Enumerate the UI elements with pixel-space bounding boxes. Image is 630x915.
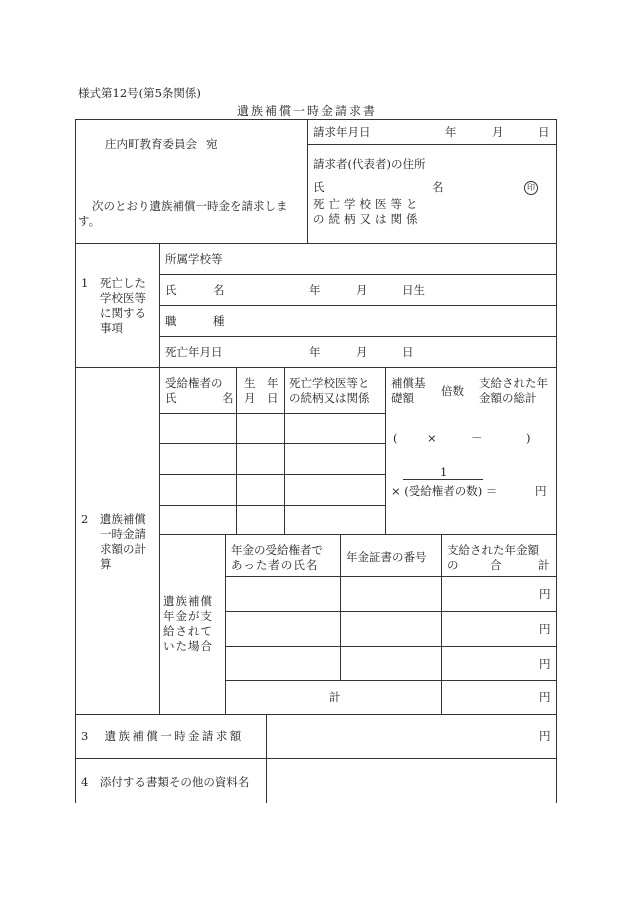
formula-minus: － <box>471 431 483 445</box>
formula-yen: 円 <box>535 484 547 498</box>
occupation-label-2: 種 <box>213 314 225 328</box>
formula-open: ( <box>393 431 398 445</box>
s1-label-line-3: に関する <box>100 306 146 320</box>
section3-label: 3 遺族補償一時金請求額 <box>81 729 244 743</box>
claim-year: 年 <box>445 125 457 139</box>
s2-upper-bottom <box>159 534 556 535</box>
pension-col-amount-2a: の <box>447 558 459 572</box>
col-beneficiary-2a: 氏 <box>165 391 177 405</box>
occupation-label-1: 職 <box>165 314 177 328</box>
relation-line-1: 死亡学校医等と <box>313 197 422 211</box>
date-row-line <box>307 144 556 145</box>
section-label-divider <box>159 243 160 714</box>
death-day-label: 日 <box>402 345 414 359</box>
pension-total-label: 計 <box>329 690 341 704</box>
pension-case-line-1: 遺族補償 <box>163 594 213 608</box>
col-total-2: 金額の総計 <box>479 391 537 405</box>
form-number: 様式第12号(第5条関係) <box>78 86 201 100</box>
border-right <box>556 119 557 803</box>
col-total-1: 支給された年 <box>479 376 548 390</box>
s1-label-line-1: 1 死亡した <box>81 276 146 290</box>
section4-label: 4 添付する書類その他の資料名 <box>81 775 250 789</box>
death-date-label: 死亡年月日 <box>165 345 223 359</box>
pension-col-line-1 <box>225 534 226 714</box>
pension-row-line-3 <box>225 646 556 647</box>
request-line-1: 次のとおり遺族補償一時金を請求しま <box>92 199 288 213</box>
deceased-name-label-2: 名 <box>213 283 225 297</box>
s1-row-line-2 <box>159 305 556 306</box>
birth-year-label: 年 <box>309 283 321 297</box>
pension-col-name-1: 年金の受給権者で <box>231 543 323 557</box>
pension-col-amount-2b: 合 <box>490 558 502 572</box>
pension-col-name-2: あった者の氏名 <box>231 558 319 572</box>
pension-case-line-4: いた場合 <box>163 639 213 653</box>
pension-row-2-yen: 円 <box>539 622 551 636</box>
relation-line-2: の続柄又は関係 <box>313 212 422 226</box>
claim-month: 月 <box>492 125 504 139</box>
school-label: 所属学校等 <box>165 252 223 266</box>
s2-row-line-2 <box>159 443 385 444</box>
birth-day-label: 日生 <box>402 283 425 297</box>
formula-close: ) <box>526 431 531 445</box>
s2-col-line-3 <box>385 367 386 534</box>
request-line-2: す。 <box>78 214 101 228</box>
pension-row-1-yen: 円 <box>539 587 551 601</box>
s2-label-line-1: 2 遺族補償 <box>81 512 146 526</box>
addressee-board: 庄内町教育委員会 <box>105 137 197 151</box>
claimant-address-label: 請求者(代表者)の住所 <box>313 157 426 171</box>
seal-icon: 印 <box>524 181 538 195</box>
addressee-suffix: 宛 <box>206 137 218 151</box>
section3-yen: 円 <box>539 729 551 743</box>
s2-col-line-2 <box>284 367 285 534</box>
s2-label-line-4: 算 <box>100 557 112 571</box>
s2-label-line-2: 一時金請 <box>100 527 146 541</box>
s2-col-line-1 <box>236 367 237 534</box>
pension-case-line-2: 年金が支 <box>163 609 213 623</box>
pension-col-line-3 <box>441 534 442 714</box>
s2-row-line-4 <box>159 505 385 506</box>
pension-row-line-2 <box>225 611 556 612</box>
death-year-label: 年 <box>309 345 321 359</box>
pension-col-amount-2c: 計 <box>538 558 550 572</box>
section3-bottom <box>75 758 557 759</box>
s1-row-line-1 <box>159 274 556 275</box>
deceased-name-label-1: 氏 <box>165 283 177 297</box>
s2-row-line-1 <box>159 413 385 414</box>
pension-case-line-3: 給されて <box>163 624 213 638</box>
col-multiplier: 倍数 <box>441 384 464 398</box>
col-relation-1: 死亡学校医等と <box>289 376 370 390</box>
s1-row-line-3 <box>159 336 556 337</box>
col-birth-2: 月 日 <box>244 391 279 405</box>
formula-line-2: × (受給権者の数) ＝ <box>391 484 498 498</box>
col-birth-1: 生 年 <box>244 376 279 390</box>
col-relation-2: の続柄又は関係 <box>289 391 370 405</box>
s2-label-line-3: 求額の計 <box>100 542 146 556</box>
fraction-bar <box>403 479 483 480</box>
s1-label-line-4: 事項 <box>100 321 123 335</box>
top-block-bottom <box>75 243 557 244</box>
pension-col-cert: 年金証書の番号 <box>346 550 427 564</box>
pension-col-amount-1: 支給された年金額 <box>447 543 539 557</box>
page-title: 遺族補償一時金請求書 <box>237 104 378 118</box>
claimant-name-label-2: 名 <box>432 180 444 194</box>
pension-col-line-2 <box>340 534 341 680</box>
pension-total-yen: 円 <box>539 690 551 704</box>
claim-day: 日 <box>538 125 550 139</box>
col-base-1: 補償基 <box>391 376 426 390</box>
fraction-numerator: 1 <box>440 465 448 479</box>
birth-month-label: 月 <box>356 283 368 297</box>
section2-bottom <box>75 714 557 715</box>
s2-row-line-3 <box>159 474 385 475</box>
death-month-label: 月 <box>356 345 368 359</box>
col-beneficiary-1: 受給権者の <box>165 376 223 390</box>
pension-row-3-yen: 円 <box>539 657 551 671</box>
claimant-name-label-1: 氏 <box>313 180 325 194</box>
s1-label-line-2: 学校医等 <box>100 291 146 305</box>
col-beneficiary-2b: 名 <box>222 391 234 405</box>
pension-row-line-1 <box>225 576 556 577</box>
border-top <box>75 119 557 120</box>
pension-row-line-4 <box>225 680 556 681</box>
formula-times: × <box>427 431 437 445</box>
col-base-2: 礎額 <box>391 391 414 405</box>
section1-bottom <box>75 367 557 368</box>
border-left <box>75 119 76 803</box>
top-divider <box>307 119 308 243</box>
claim-date-label: 請求年月日 <box>313 125 371 139</box>
